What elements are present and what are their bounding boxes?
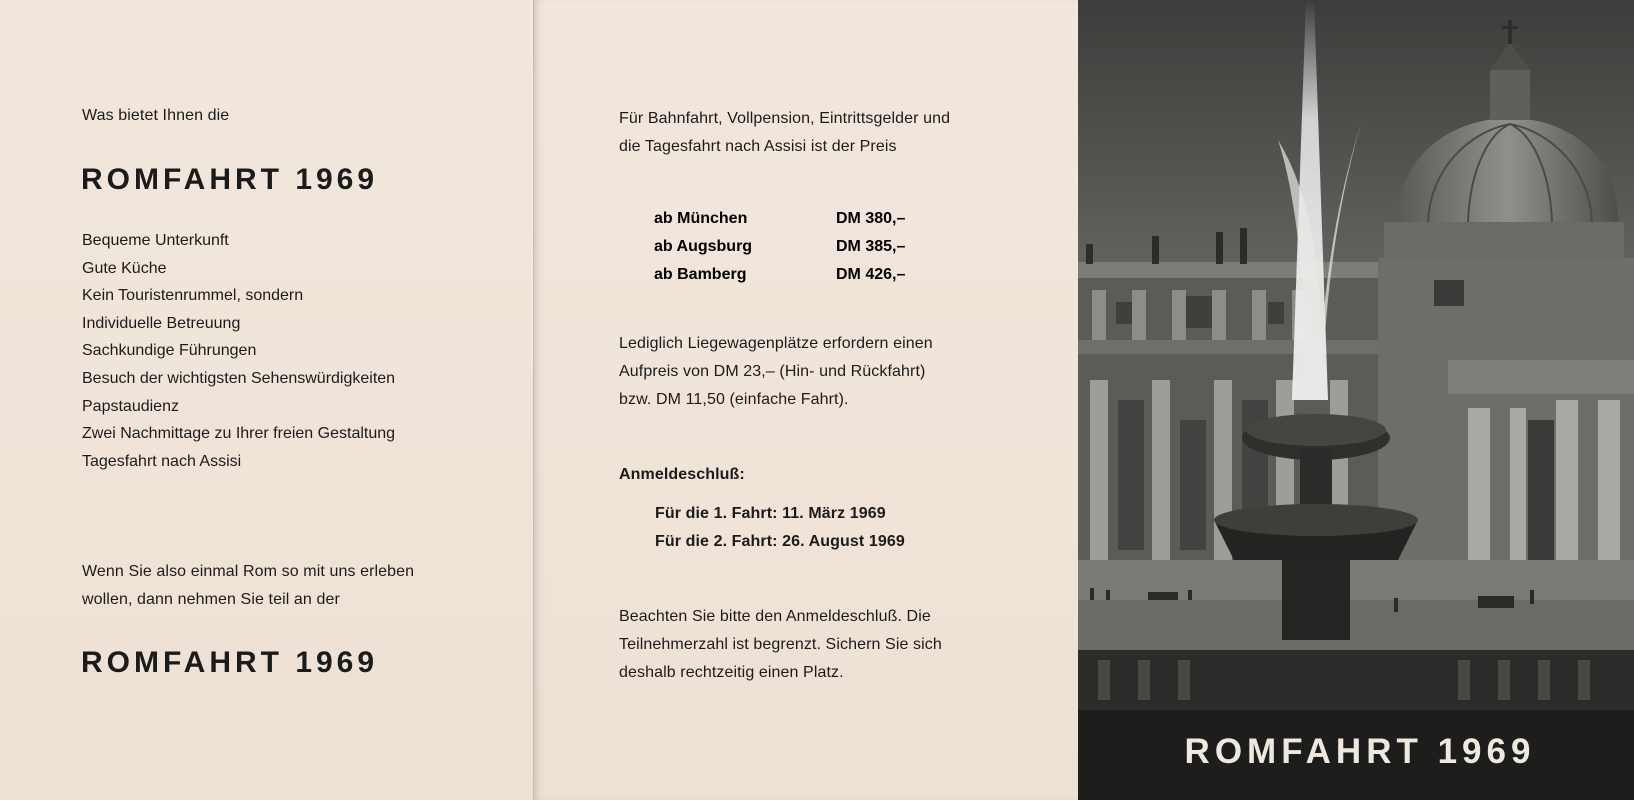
cover-title: ROMFAHRT 1969 — [1184, 732, 1536, 771]
deadline-title: Anmeldeschluß: — [619, 466, 745, 483]
note-line-2: Teilnehmerzahl ist begrenzt. Sichern Sie sich — [619, 636, 942, 653]
price-city: ab Augsburg — [654, 238, 753, 255]
price-amount: DM 380,– — [836, 210, 906, 227]
price-amount: DM 385,– — [836, 238, 906, 255]
left-panel — [0, 0, 534, 800]
feature-list — [82, 227, 395, 475]
cover-panel — [1078, 0, 1634, 800]
heading-top: ROMFAHRT 1969 — [81, 163, 379, 196]
feature-item: Zwei Nachmittage zu Ihrer freien Gestaltung — [82, 425, 396, 443]
note-line-3: deshalb rechtzeitig einen Platz. — [619, 664, 844, 681]
price-intro-line-1: Für Bahnfahrt, Vollpension, Eintrittsgelder und — [619, 110, 951, 127]
price-intro-line-2: die Tagesfahrt nach Assisi ist der Preis — [619, 138, 897, 155]
price-city: ab Bamberg — [654, 266, 747, 283]
heading-bottom: ROMFAHRT 1969 — [81, 646, 379, 679]
feature-item: Bequeme Unterkunft — [82, 232, 229, 249]
surcharge-line-2: Aufpreis von DM 23,– (Hin- und Rückfahrt) — [619, 363, 926, 380]
surcharge-line-3: bzw. DM 11,50 (einfache Fahrt). — [619, 391, 849, 408]
feature-item: Papstaudienz — [82, 397, 179, 415]
intro-text: Was bietet Ihnen die — [82, 107, 230, 124]
price-amount: DM 426,– — [836, 266, 906, 283]
feature-item: Tagesfahrt nach Assisi — [82, 452, 242, 470]
note-line-1: Beachten Sie bitte den Anmeldeschluß. Die — [619, 608, 931, 625]
closing-line-1: Wenn Sie also einmal Rom so mit uns erleben — [82, 563, 415, 580]
feature-item: Individuelle Betreuung — [82, 314, 241, 332]
price-city: ab München — [654, 210, 748, 227]
deadline-trip-2: Für die 2. Fahrt: 26. August 1969 — [655, 533, 905, 550]
surcharge-line-1: Lediglich Liegewagenplätze erfordern einen — [619, 335, 933, 352]
feature-item: Besuch der wichtigsten Sehenswürdigkeiten — [82, 369, 396, 387]
feature-item: Gute Küche — [82, 259, 167, 277]
deadline-trip-1: Für die 1. Fahrt: 11. März 1969 — [655, 505, 886, 522]
middle-panel — [534, 0, 1078, 800]
closing-line-2: wollen, dann nehmen Sie teil an der — [82, 591, 340, 608]
cover-photo — [1078, 0, 1634, 800]
feature-item: Sachkundige Führungen — [82, 342, 257, 360]
feature-item: Kein Touristenrummel, sondern — [82, 287, 304, 305]
